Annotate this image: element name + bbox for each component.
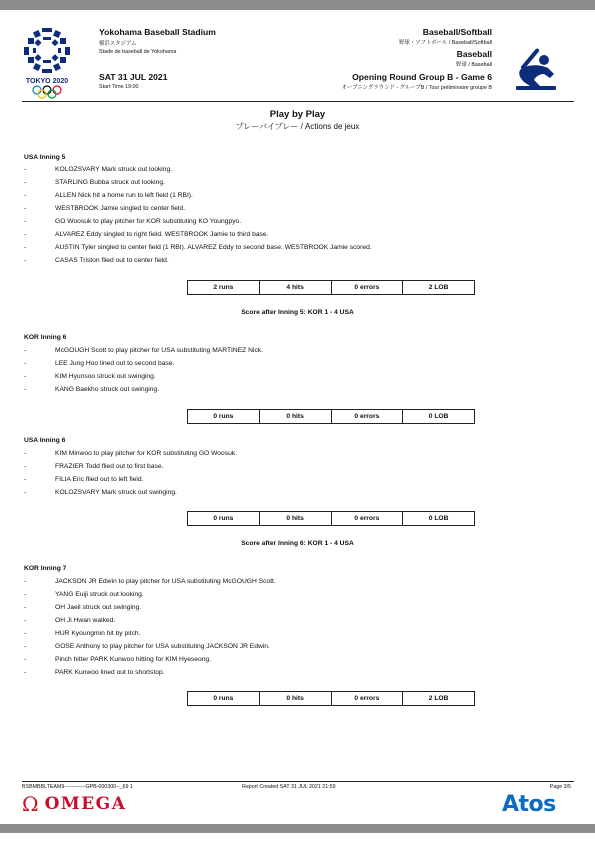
play-bullet: - <box>24 643 27 650</box>
emblem-text: TOKYO 2020 <box>25 78 69 85</box>
play-text: KOLOZSVARY Mark struck out swinging. <box>55 489 177 496</box>
play-text: STARLING Bubba struck out looking. <box>55 179 165 186</box>
summary-runs: 0 runs <box>188 512 260 525</box>
report-code: BSBMBBLTEAM9------------GPB-000300--_69 1 <box>22 784 133 790</box>
play-text: GO Woosuk to play pitcher for KOR substituting KO Youngpyo. <box>55 218 242 225</box>
omega-logo <box>22 794 126 814</box>
header-divider <box>22 101 574 102</box>
play-text: ALVAREZ Eddy singled to right field. WESTBROOK Jamie to third base. <box>55 231 269 238</box>
phase-name-sub: オープニングラウンド - グループB / Tour préliminaire groupe B <box>341 85 492 91</box>
top-bar <box>0 0 595 10</box>
play-bullet: - <box>24 450 27 457</box>
sport-name-sub: 野球・ソフトボール / Baseball/Softball <box>398 40 492 46</box>
summary-lob: 2 LOB <box>428 695 449 702</box>
play-text: OH Ji Hwan walked. <box>55 617 116 624</box>
report-title <box>0 109 595 132</box>
score-after-inning: Score after Inning 5: KOR 1 - 4 USA <box>241 309 354 316</box>
summary-runs: 2 runs <box>188 281 260 294</box>
summary-errors: 0 errors <box>332 281 404 294</box>
play-text: McGOUGH Scott to play pitcher for USA substituting MARTINEZ Nick. <box>55 347 263 354</box>
summary-lob: 0 LOB <box>428 515 449 522</box>
bottom-bar <box>0 824 595 833</box>
venue-name: Yokohama Baseball Stadium <box>99 27 216 37</box>
play-text: YANG Euiji struck out looking. <box>55 591 144 598</box>
inning-summary <box>187 280 475 295</box>
play-text: CASAS Triston flied out to center field. <box>55 257 169 264</box>
play-bullet: - <box>24 630 27 637</box>
play-bullet: - <box>24 604 27 611</box>
sport-name: Baseball/Softball <box>422 27 492 37</box>
play-text: GOSE Anthony to play pitcher for USA substituting JACKSON JR Edwin. <box>55 643 270 650</box>
score-after-inning: Score after Inning 6: KOR 1 - 4 USA <box>241 540 354 547</box>
play-bullet: - <box>24 244 27 251</box>
play-text: JACKSON JR Edwin to play pitcher for USA substituting McGOUGH Scott. <box>55 578 276 585</box>
event-name: Baseball <box>456 49 492 59</box>
summary-runs: 0 runs <box>188 410 260 423</box>
atos-logo: Atos <box>502 792 556 817</box>
phase-name: Opening Round Group B - Game 6 <box>352 72 492 82</box>
summary-hits: 0 hits <box>260 410 332 423</box>
play-text: Pinch hitter PARK Kunwoo hitting for KIM Hyeseong. <box>55 656 211 663</box>
event-block <box>342 27 492 91</box>
venue-name-fr: Stade de baseball de Yokohama <box>99 49 177 55</box>
play-bullet: - <box>24 591 27 598</box>
play-text: WESTBROOK Jamie singled to center field. <box>55 205 186 212</box>
play-bullet: - <box>24 192 27 199</box>
play-bullet: - <box>24 669 27 676</box>
play-bullet: - <box>24 257 27 264</box>
report-title-sub: プレーバイプレー / Actions de jeux <box>235 122 360 131</box>
play-bullet: - <box>24 205 27 212</box>
inning-summary <box>187 409 475 424</box>
play-text: AUSTIN Tyler singled to center field (1 RBI). ALVAREZ Eddy to second base. WESTBROOK Jamie scored. <box>55 244 372 251</box>
play-bullet: - <box>24 386 27 393</box>
play-bullet: - <box>24 578 27 585</box>
summary-hits: 0 hits <box>260 512 332 525</box>
play-bullet: - <box>24 231 27 238</box>
inning-title: KOR Inning 6 <box>24 334 67 341</box>
omega-symbol-icon: Ω <box>22 792 39 816</box>
play-text: KIM Hyunsoo struck out swinging. <box>55 373 156 380</box>
omega-wordmark: OMEGA <box>44 794 127 814</box>
summary-hits: 4 hits <box>260 281 332 294</box>
page-header <box>0 10 595 102</box>
baseball-pictogram-icon <box>510 44 560 92</box>
event-date: SAT 31 JUL 2021 <box>99 72 168 82</box>
summary-hits: 0 hits <box>260 692 332 705</box>
play-bullet: - <box>24 360 27 367</box>
play-text: ALLEN Nick hit a home run to left field (1 RBI). <box>55 192 193 199</box>
summary-errors: 0 errors <box>332 692 404 705</box>
play-text: KIM Minwoo to play pitcher for KOR substituting GO Woosuk. <box>55 450 237 457</box>
play-bullet: - <box>24 218 27 225</box>
play-bullet: - <box>24 347 27 354</box>
play-bullet: - <box>24 617 27 624</box>
play-bullet: - <box>24 489 27 496</box>
play-bullet: - <box>24 476 27 483</box>
inning-summary <box>187 691 475 706</box>
play-bullet: - <box>24 179 27 186</box>
summary-lob: 2 LOB <box>428 284 449 291</box>
play-bullet: - <box>24 373 27 380</box>
play-text: KOLOZSVARY Mark struck out looking. <box>55 166 173 173</box>
summary-lob: 0 LOB <box>428 413 449 420</box>
event-name-sub: 野球 / Baseball <box>456 62 492 68</box>
date-block <box>99 72 167 90</box>
summary-errors: 0 errors <box>332 410 404 423</box>
inning-summary <box>187 511 475 526</box>
play-bullet: - <box>24 656 27 663</box>
report-created: Report Created SAT 31 JUL 2021 21:59 <box>242 784 336 790</box>
play-text: HUR Kyoungmin hit by pitch. <box>55 630 141 637</box>
start-time: Start Time 19:00 <box>99 84 139 90</box>
tokyo-2020-emblem <box>22 26 72 100</box>
venue-name-jp: 横浜スタジアム <box>99 41 137 47</box>
summary-errors: 0 errors <box>332 512 404 525</box>
footer-divider <box>22 781 574 782</box>
report-title-main: Play by Play <box>269 109 326 120</box>
play-text: KANG Baekho struck out swinging. <box>55 386 160 393</box>
inning-title: USA Inning 5 <box>24 154 66 161</box>
summary-runs: 0 runs <box>188 692 260 705</box>
play-bullet: - <box>24 166 27 173</box>
play-text: FILIA Eric flied out to left field. <box>55 476 144 483</box>
inning-title: USA Inning 6 <box>24 437 66 444</box>
play-text: OH Jaeil struck out swinging. <box>55 604 142 611</box>
play-text: LEE Jung Hoo lined out to second base. <box>55 360 175 367</box>
play-text: FRAZIER Todd flied out to first base. <box>55 463 164 470</box>
inning-title: KOR Inning 7 <box>24 565 67 572</box>
play-text: PARK Kunwoo lined out to shortstop. <box>55 669 165 676</box>
venue-block <box>99 27 216 55</box>
play-bullet: - <box>24 463 27 470</box>
page-number: Page 3/5 <box>549 784 571 790</box>
